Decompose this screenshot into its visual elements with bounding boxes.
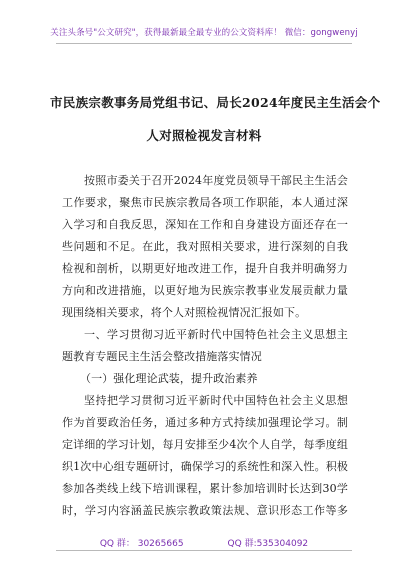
paragraph-line: 方向和改进措施，以更好地为民族宗教事业发展贡献力量 xyxy=(62,284,348,297)
header-note: 关注头条号"公文研究"，获得最新最全最专业的公文资料库！ 微信：gongwenyj xyxy=(50,28,358,38)
paragraph-line: 工作要求，聚焦市民族宗教局各项工作职能，本人通过深 xyxy=(62,196,348,209)
paragraph-line: 检视和剖析，以期更好地改进工作，提升自我并明确努力 xyxy=(62,262,348,275)
paragraph-line: 入学习和自我反思，深知在工作和自身建设方面还存在一 xyxy=(62,218,348,231)
paragraph-line: 按照市委关于召开2024年度党员领导干部民主生活会 xyxy=(84,174,348,187)
section-heading-cont: 题教育专题民主生活会整改措施落实情况 xyxy=(62,350,262,363)
document-title-line2: 人对照检视发言材料 xyxy=(146,128,262,143)
footer-qq-group-1: QQ 群： 30265665 xyxy=(99,539,184,549)
paragraph-line: 定详细的学习计划，每月安排至少4次个人自学，每季度组 xyxy=(62,438,348,451)
footer-contact xyxy=(0,536,408,549)
paragraph-line: 些问题和不足。在此，我对照相关要求，进行深刻的自我 xyxy=(62,240,348,253)
paragraph-line: 现围绕相关要求，将个人对照检视情况汇报如下。 xyxy=(62,306,307,319)
paragraph-line: 参加各类线上线下培训课程，累计参加培训时长达到30学 xyxy=(62,482,348,495)
section-heading: 一、学习贯彻习近平新时代中国特色社会主义思想主 xyxy=(84,328,348,341)
paragraph-line: 织1次中心组专题研讨，确保学习的系统性和深入性。积极 xyxy=(62,460,348,473)
header-divider xyxy=(56,43,352,44)
footer-qq-group-2: QQ 群:535304092 xyxy=(227,539,309,549)
footer-divider xyxy=(56,550,352,551)
document-title-line1: 市民族宗教事务局党组书记、局长2024年度民主生活会个 xyxy=(50,95,381,110)
paragraph-line: 作为首要政治任务，通过多种方式持续加强理论学习。制 xyxy=(62,416,348,429)
paragraph-line: 时，学习内容涵盖民族宗教政策法规、意识形态工作等多 xyxy=(62,504,348,517)
subsection-heading: （一）强化理论武装，提升政治素养 xyxy=(80,372,258,385)
paragraph-line: 坚持把学习贯彻习近平新时代中国特色社会主义思想 xyxy=(84,394,348,407)
